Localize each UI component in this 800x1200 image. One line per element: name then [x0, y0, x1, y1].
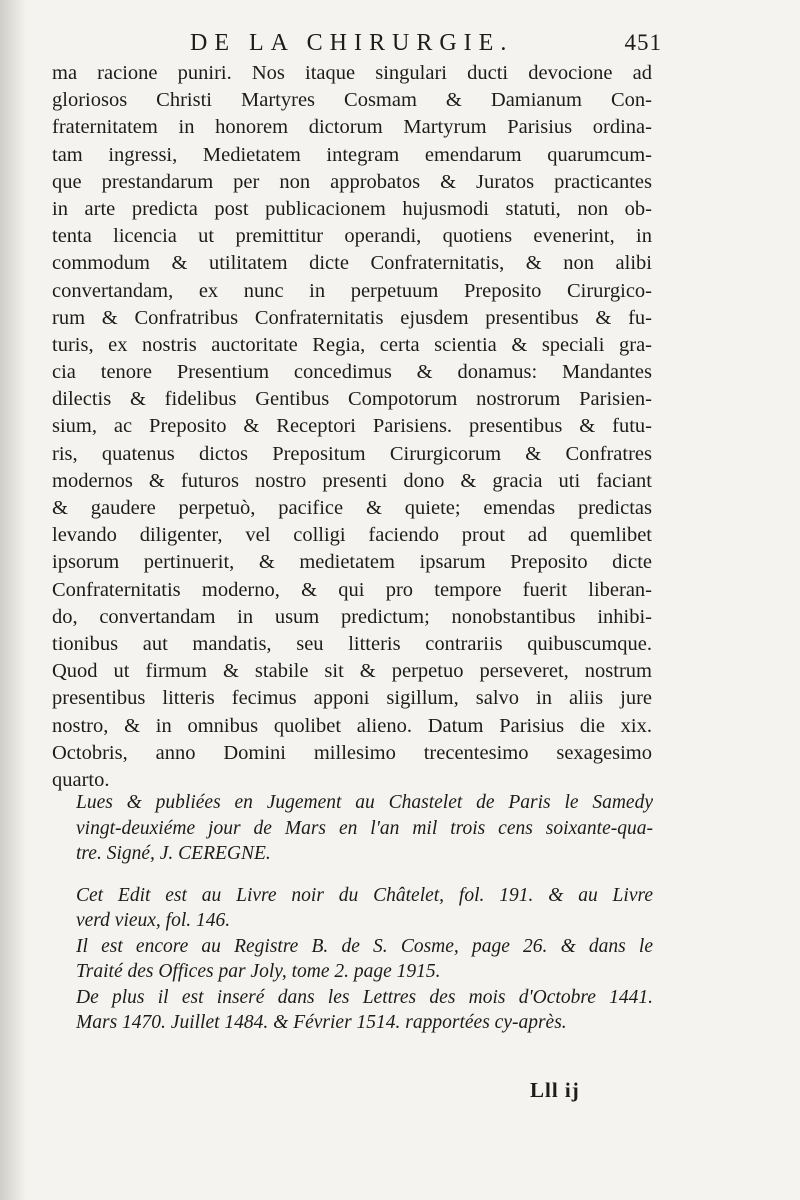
text-line: tenta licencia ut premittitur operandi, quotiens evenerint, in	[52, 225, 652, 248]
running-title: DE LA CHIRURGIE.	[190, 30, 514, 56]
text-line: sium, ac Preposito & Receptori Parisiens. presentibus & futu-	[52, 415, 652, 438]
text-line: Quod ut firmum & stabile sit & perpetuo perseveret, nostrum	[52, 660, 652, 683]
text-line: convertandam, ex nunc in perpetuum Preposito Cirurgico-	[52, 279, 652, 302]
italic-notes-block	[76, 790, 653, 1036]
text-line: tam ingressi, Medietatem integram emendarum quarumcum-	[52, 143, 652, 166]
text-line: modernos & futuros nostro presenti dono & gracia uti faciant	[52, 469, 652, 492]
text-line: tionibus aut mandatis, seu litteris contrariis quibuscumque.	[52, 632, 652, 655]
text-line: Octobris, anno Domini millesimo trecentesimo sexagesimo	[52, 741, 652, 764]
text-line: nostro, & in omnibus quolibet alieno. Datum Parisius die xix.	[52, 714, 652, 737]
main-text-block	[52, 60, 652, 794]
registration-note-line: tre. Signé, J. CEREGNE.	[76, 843, 271, 864]
running-header	[190, 30, 662, 57]
text-line: gloriosos Christi Martyres Cosmam & Damianum Con-	[52, 89, 652, 112]
other-note-line: Mars 1470. Juillet 1484. & Février 1514. rapportées cy-après.	[76, 1012, 567, 1033]
text-line: in arte predicta post publicacionem hujusmodi statuti, non ob-	[52, 197, 652, 220]
text-line: & gaudere perpetuò, pacifice & quiete; emendas predictas	[52, 497, 652, 519]
text-line: que prestandarum per non approbatos & Juratos practicantes	[52, 170, 652, 193]
page-gutter-shadow	[0, 0, 26, 1200]
reference-note-line: verd vieux, fol. 146.	[76, 910, 231, 931]
text-line: commodum & utilitatem dicte Confraternitatis, & non alibi	[52, 252, 652, 275]
registration-note-line: vingt-deuxiéme jour de Mars en l'an mil trois cens soixante-qua-	[76, 817, 653, 839]
text-line: quarto.	[52, 768, 110, 791]
text-line: Confraternitatis moderno, & qui pro tempore fuerit liberan-	[52, 578, 652, 601]
text-line: do, convertandam in usum predictum; nonobstantibus inhibi-	[52, 605, 652, 628]
reference-note-line: Cet Edit est au Livre noir du Châtelet, fol. 191. & au Livre	[76, 884, 653, 906]
text-line: ipsorum pertinuerit, & medietatem ipsarum Preposito dicte	[52, 551, 652, 574]
text-line: rum & Confratribus Confraternitatis ejusdem presentibus & fu-	[52, 306, 652, 329]
registry-note-line: Il est encore au Registre B. de S. Cosme, page 26. & dans le	[76, 935, 653, 957]
text-line: ma racione puniri. Nos itaque singulari ducti devocione ad	[52, 62, 652, 84]
text-line: ris, quatenus dictos Prepositum Cirurgicorum & Confratres	[52, 442, 652, 465]
text-line: presentibus litteris fecimus apponi sigillum, salvo in aliis jure	[52, 687, 652, 710]
text-line: levando diligenter, vel colligi faciendo prout ad quemlibet	[52, 524, 652, 547]
text-line: dilectis & fidelibus Gentibus Compotorum nostrorum Parisien-	[52, 388, 652, 411]
text-line: fraternitatem in honorem dictorum Martyrum Parisius ordina-	[52, 116, 652, 139]
text-line: cia tenore Presentium concedimus & donamus: Mandantes	[52, 361, 652, 384]
signature-mark: Lll ij	[530, 1078, 580, 1102]
registration-note-line: Lues & publiées en Jugement au Chastelet de Paris le Samedy	[76, 792, 653, 813]
other-note-line: De plus il est inseré dans les Lettres des mois d'Octobre 1441.	[76, 986, 653, 1008]
text-line: turis, ex nostris auctoritate Regia, certa scientia & speciali gra-	[52, 333, 652, 356]
page-number: 451	[624, 30, 662, 55]
registry-note-line: Traité des Offices par Joly, tome 2. page 1915.	[76, 961, 441, 982]
